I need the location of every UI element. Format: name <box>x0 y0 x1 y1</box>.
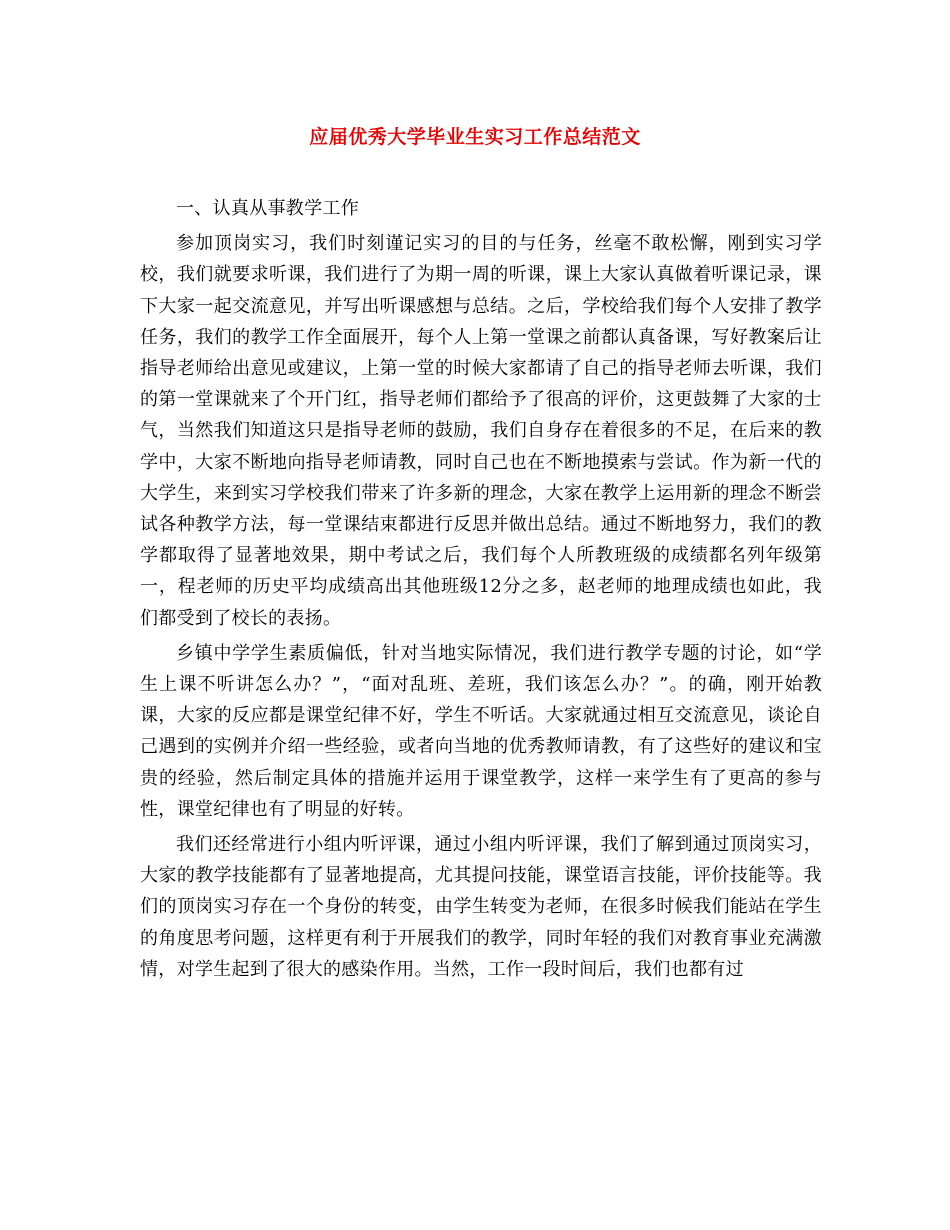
document-title: 应届优秀大学毕业生实习工作总结范文 <box>309 126 641 148</box>
body-paragraph: 参加顶岗实习，我们时刻谨记实习的目的与任务，丝毫不敢松懈，刚到实习学校，我们就要求听课，我们进行了为期一周的听课，课上大家认真做着听课记录，课下大家一起交流意见，并写出听课感想与总结。之后，学校给我们每个人安排了教学任务，我们的教学工作全面展开，每个人上第一堂课之前都认真备课，写好教案后让指导老师给出意见或建议，上第一堂的时候大家都请了自己的指导老师去听课，我们的第一堂课就来了个开门红，指导老师们都给予了很高的评价，这更鼓舞了大家的士气，当然我们知道这只是指导老师的鼓励，我们自身存在着很多的不足，在后来的教学中，大家不断地向指导老师请教，同时自己也在不断地摸索与尝试。作为新一代的大学生，来到实习学校我们带来了许多新的理念，大家在教学上运用新的理念不断尝试各种教学方法，每一堂课结束都进行反思并做出总结。通过不断地努力，我们的教学都取得了显著地效果，期中考试之后，我们每个人所教班级的成绩都名列年级第一，程老师的历史平均成绩高出其他班级12分之多，赵老师的地理成绩也如此，我们都受到了校长的表扬。 <box>140 233 822 629</box>
section-heading: 一、认真从事教学工作 <box>176 198 359 219</box>
body-paragraph: 乡镇中学学生素质偏低，针对当地实际情况，我们进行教学专题的讨论，如“学生上课不听讲怎么办？”，“面对乱班、差班，我们该怎么办？”。的确，刚开始教课，大家的反应都是课堂纪律不好，学生不听话。大家就通过相互交流意见，谈论自己遇到的实例并介绍一些经验，或者向当地的优秀教师请教，有了这些好的建议和宝贵的经验，然后制定具体的措施并运用于课堂教学，这样一来学生有了更高的参与性，课堂纪律也有了明显的好转。 <box>140 642 822 820</box>
document-body <box>140 193 822 989</box>
body-paragraph: 我们还经常进行小组内听评课，通过小组内听评课，我们了解到通过顶岗实习，大家的教学技能都有了显著地提高，尤其提问技能，课堂语言技能，评价技能等。我们的顶岗实习存在一个身份的转变，由学生转变为老师，在很多时候我们能站在学生的角度思考问题，这样更有利于开展我们的教学，同时年轻的我们对教育事业充满激情，对学生起到了很大的感染作用。当然，工作一段时间后，我们也都有过 <box>140 834 822 980</box>
